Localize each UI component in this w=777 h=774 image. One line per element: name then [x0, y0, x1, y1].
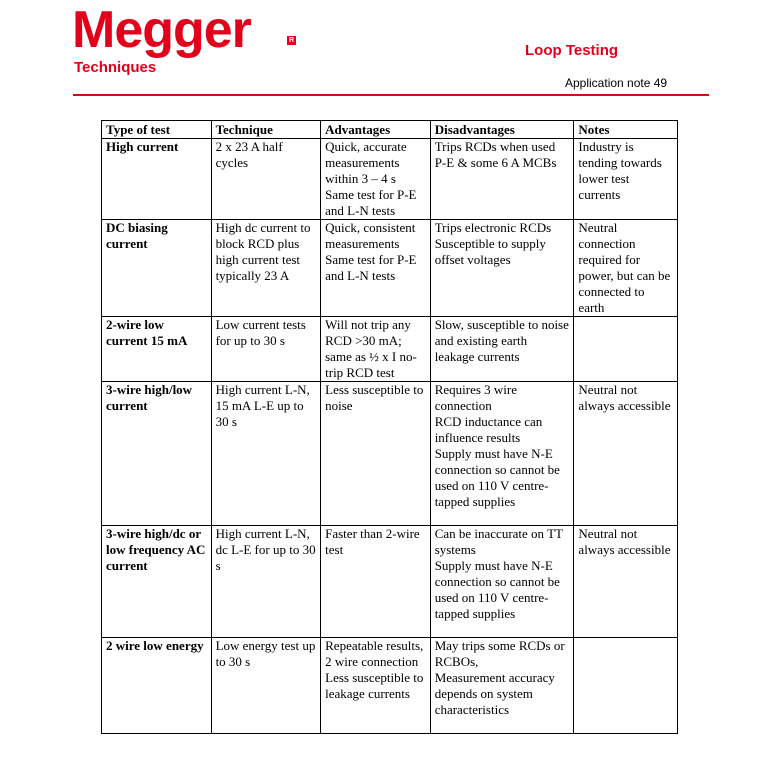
table-cell-technique: Low energy test up to 30 s [211, 638, 321, 734]
table-cell-type: 2-wire low current 15 mA [102, 317, 212, 382]
table-cell-disadvantages: Can be inaccurate on TT systems Supply must have N-E connection so cannot be used on 110 V centre-tapped supplies [430, 526, 574, 638]
table-cell-type: 3-wire high/dc or low frequency AC current [102, 526, 212, 638]
column-header: Type of test [102, 121, 212, 139]
table-cell-technique: Low current tests for up to 30 s [211, 317, 321, 382]
table-cell-disadvantages: Requires 3 wire connection RCD inductance can influence results Supply must have N-E connection so cannot be used on 110 V centre-tapped supplies [430, 382, 574, 526]
table-cell-type: 2 wire low energy [102, 638, 212, 734]
table-cell-advantages: Repeatable results, 2 wire connection Less susceptible to leakage currents [321, 638, 431, 734]
table-cell-notes: Neutral connection required for power, but can be connected to earth [574, 220, 678, 317]
table-cell-notes: Neutral not always accessible [574, 526, 678, 638]
table-cell-technique: High dc current to block RCD plus high current test typically 23 A [211, 220, 321, 317]
loop-testing-table [101, 120, 678, 734]
column-header: Disadvantages [430, 121, 574, 139]
table-row [102, 317, 678, 382]
table-cell-advantages: Quick, accurate measurements within 3 – 4 s Same test for P-E and L-N tests [321, 139, 431, 220]
table-cell-technique: High current L-N, 15 mA L-E up to 30 s [211, 382, 321, 526]
column-header: Advantages [321, 121, 431, 139]
table-cell-advantages: Quick, consistent measurements Same test for P-E and L-N tests [321, 220, 431, 317]
table-row [102, 638, 678, 734]
table-cell-disadvantages: Slow, susceptible to noise and existing earth leakage currents [430, 317, 574, 382]
table-row [102, 382, 678, 526]
table-cell-advantages: Faster than 2-wire test [321, 526, 431, 638]
column-header: Technique [211, 121, 321, 139]
table-cell-notes [574, 638, 678, 734]
document-title: Loop Testing [525, 42, 619, 59]
table-cell-advantages: Will not trip any RCD >30 mA; same as ½ x I no-trip RCD test [321, 317, 431, 382]
table-row [102, 220, 678, 317]
table-cell-disadvantages: May trips some RCDs or RCBOs, Measurement accuracy depends on system characteristics [430, 638, 574, 734]
table-cell-notes: Industry is tending towards lower test currents [574, 139, 678, 220]
table-cell-disadvantages: Trips RCDs when used P-E & some 6 A MCBs [430, 139, 574, 220]
table-cell-type: High current [102, 139, 212, 220]
table-cell-type: 3-wire high/low current [102, 382, 212, 526]
table-row [102, 139, 678, 220]
column-header: Notes [574, 121, 678, 139]
table-cell-notes [574, 317, 678, 382]
application-note-label: Application note 49 [565, 76, 668, 90]
header-rule [73, 94, 709, 96]
table-cell-notes: Neutral not always accessible [574, 382, 678, 526]
table-cell-disadvantages: Trips electronic RCDs Susceptible to supply offset voltages [430, 220, 574, 317]
registered-mark: R [288, 37, 295, 44]
table-cell-type: DC biasing current [102, 220, 212, 317]
table-row [102, 526, 678, 638]
table-cell-technique: 2 x 23 A half cycles [211, 139, 321, 220]
table-cell-advantages: Less susceptible to noise [321, 382, 431, 526]
megger-logo: Megger [72, 1, 251, 59]
section-label: Techniques [74, 59, 157, 76]
table-header-row [102, 121, 678, 139]
table-cell-technique: High current L-N, dc L-E for up to 30 s [211, 526, 321, 638]
